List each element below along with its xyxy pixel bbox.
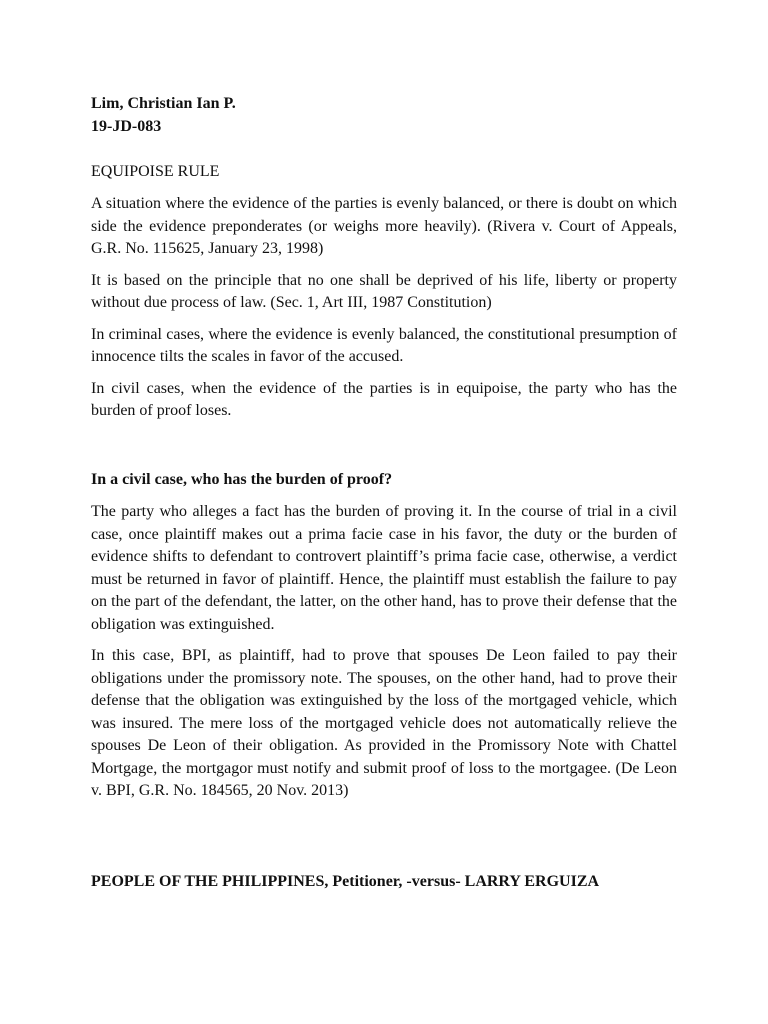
burden-paragraph-2: In this case, BPI, as plaintiff, had to prove that spouses De Leon failed to pay their obligations under the promissory note. The spouses, on the other hand, had to prove their defense that the obligation was extinguished by the loss of the mortgaged vehicle, which was insured. The mere loss of the mortgaged vehicle does not automatically relieve the spouses De Leon of their obligation. As provided in the Promissory Note with Chattel Mortgage, the mortgagor must notify and submit proof of loss to the mortgagee. (De Leon v. BPI, G.R. No. 184565, 20 Nov. 2013): [91, 647, 677, 799]
equipoise-paragraph-4: In civil cases, when the evidence of the parties is in equipoise, the party who has the burden of proof loses.: [91, 379, 677, 419]
equipoise-title: EQUIPOISE RULE: [91, 163, 220, 180]
burden-question-title: In a civil case, who has the burden of proof?: [91, 471, 393, 488]
student-id: 19-JD-083: [91, 118, 162, 135]
burden-section: [91, 469, 677, 812]
equipoise-paragraph-1: A situation where the evidence of the parties is evenly balanced, or there is doubt on which side the evidence preponderates (or weighs more heavily). (Rivera v. Court of Appeals, G.R. No. 115625, January 23, 1998): [91, 195, 677, 257]
burden-paragraph-1: The party who alleges a fact has the burden of proving it. In the course of trial in a civil case, once plaintiff makes out a prima facie case in his favor, the duty or the burden of evidence shifts to defendant to controvert plaintiff’s prima facie case, otherwise, a verdict must be returned in favor of plaintiff. Hence, the plaintiff must establish the failure to pay on the part of the defendant, the latter, on the other hand, has to prove their defense that the obligation was extinguished.: [91, 503, 677, 633]
equipoise-section: [91, 161, 677, 432]
equipoise-paragraph-3: In criminal cases, where the evidence is evenly balanced, the constitutional presumption of innocence tilts the scales in favor of the accused.: [91, 325, 677, 365]
author-block: [91, 92, 677, 138]
case-title: PEOPLE OF THE PHILIPPINES, Petitioner, -versus- LARRY ERGUIZA: [91, 873, 600, 890]
equipoise-paragraph-2: It is based on the principle that no one shall be deprived of his life, liberty or property without due process of law. (Sec. 1, Art III, 1987 Constitution): [91, 271, 677, 311]
author-name: Lim, Christian Ian P.: [91, 95, 236, 112]
